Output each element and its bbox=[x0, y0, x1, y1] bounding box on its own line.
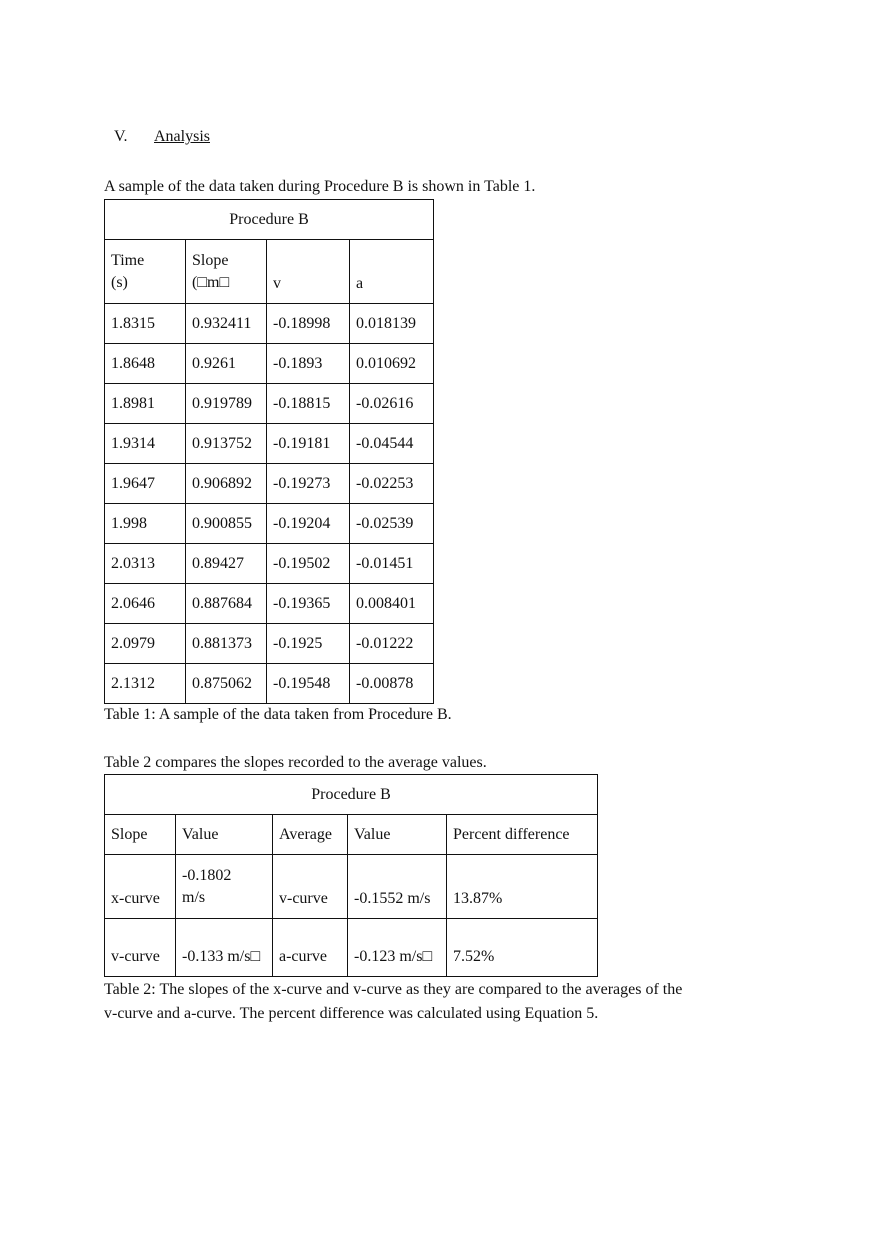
table-2-title: Procedure B bbox=[105, 775, 598, 815]
table-row bbox=[105, 304, 434, 344]
table-cell: -0.1925 bbox=[267, 624, 350, 664]
table-cell: 0.913752 bbox=[186, 424, 267, 464]
table-row bbox=[105, 384, 434, 424]
table-cell: 0.906892 bbox=[186, 464, 267, 504]
table-cell: -0.02253 bbox=[350, 464, 434, 504]
table-row bbox=[105, 664, 434, 704]
table-2-header-slope: Slope bbox=[105, 815, 176, 855]
table-1-title-row bbox=[105, 200, 434, 240]
table-cell: -0.01222 bbox=[350, 624, 434, 664]
table-cell: -0.02616 bbox=[350, 384, 434, 424]
table-cell: 0.887684 bbox=[186, 584, 267, 624]
table-2-cell-percent: 7.52% bbox=[447, 919, 598, 977]
table-cell: 0.881373 bbox=[186, 624, 267, 664]
table-cell: -0.19548 bbox=[267, 664, 350, 704]
table-cell: 1.8315 bbox=[105, 304, 186, 344]
table-2-caption bbox=[104, 978, 682, 1026]
table-1-header-a: a bbox=[350, 240, 434, 304]
section-title: Analysis bbox=[154, 128, 210, 145]
table-2-header-row bbox=[105, 815, 598, 855]
table-cell: -0.18998 bbox=[267, 304, 350, 344]
table-cell: -0.19204 bbox=[267, 504, 350, 544]
table-cell: 2.0646 bbox=[105, 584, 186, 624]
table-2-header-value: Value bbox=[176, 815, 273, 855]
table-2-cell-average: v-curve bbox=[273, 855, 348, 919]
table-cell: 0.008401 bbox=[350, 584, 434, 624]
table-2-cell-average: a-curve bbox=[273, 919, 348, 977]
table-1-header-time: Time (s) bbox=[105, 240, 186, 304]
table-cell: -0.19365 bbox=[267, 584, 350, 624]
section-heading bbox=[114, 128, 210, 146]
table-2-cell-value: -0.1802 m/s bbox=[176, 855, 273, 919]
table-row bbox=[105, 344, 434, 384]
table-cell: -0.1893 bbox=[267, 344, 350, 384]
table-row bbox=[105, 504, 434, 544]
table-cell: -0.02539 bbox=[350, 504, 434, 544]
table-1 bbox=[104, 199, 434, 704]
table-cell: 1.8981 bbox=[105, 384, 186, 424]
table-1-caption: Table 1: A sample of the data taken from Procedure B. bbox=[104, 706, 452, 723]
table-cell: 1.9314 bbox=[105, 424, 186, 464]
table-cell: -0.19181 bbox=[267, 424, 350, 464]
table-cell: -0.19502 bbox=[267, 544, 350, 584]
table-cell: 0.900855 bbox=[186, 504, 267, 544]
table-1-title: Procedure B bbox=[105, 200, 434, 240]
table-2-cell-slope: x-curve bbox=[105, 855, 176, 919]
table-cell: 0.89427 bbox=[186, 544, 267, 584]
table-cell: -0.04544 bbox=[350, 424, 434, 464]
table-cell: 0.932411 bbox=[186, 304, 267, 344]
table-2-cell-avg-value: -0.1552 m/s bbox=[348, 855, 447, 919]
table-row bbox=[105, 919, 598, 977]
table-2-header-average: Average bbox=[273, 815, 348, 855]
table-row bbox=[105, 855, 598, 919]
table-cell: -0.19273 bbox=[267, 464, 350, 504]
table-cell: -0.18815 bbox=[267, 384, 350, 424]
table-2 bbox=[104, 774, 598, 977]
intro-paragraph-2: Table 2 compares the slopes recorded to the average values. bbox=[104, 754, 487, 771]
table-cell: 0.875062 bbox=[186, 664, 267, 704]
table-cell: 0.9261 bbox=[186, 344, 267, 384]
table-cell: 0.919789 bbox=[186, 384, 267, 424]
intro-paragraph-1: A sample of the data taken during Procedure B is shown in Table 1. bbox=[104, 178, 536, 195]
table-2-caption-line-1: Table 2: The slopes of the x-curve and v-curve as they are compared to the averages of the bbox=[104, 981, 683, 998]
table-cell: 0.010692 bbox=[350, 344, 434, 384]
table-cell: 0.018139 bbox=[350, 304, 434, 344]
table-2-header-avg-value: Value bbox=[348, 815, 447, 855]
table-cell: 1.9647 bbox=[105, 464, 186, 504]
table-2-title-row bbox=[105, 775, 598, 815]
table-1-header-slope: Slope (□m□ bbox=[186, 240, 267, 304]
table-row bbox=[105, 464, 434, 504]
section-number: V. bbox=[114, 128, 128, 145]
table-cell: 1.8648 bbox=[105, 344, 186, 384]
table-row bbox=[105, 544, 434, 584]
table-1-header-row bbox=[105, 240, 434, 304]
table-2-cell-percent: 13.87% bbox=[447, 855, 598, 919]
table-cell: -0.00878 bbox=[350, 664, 434, 704]
table-2-header-percent: Percent difference bbox=[447, 815, 598, 855]
table-1-header-v: v bbox=[267, 240, 350, 304]
table-row bbox=[105, 584, 434, 624]
table-cell: 2.1312 bbox=[105, 664, 186, 704]
table-cell: 1.998 bbox=[105, 504, 186, 544]
table-2-cell-slope: v-curve bbox=[105, 919, 176, 977]
table-2-caption-line-2: v-curve and a-curve. The percent difference was calculated using Equation 5. bbox=[104, 1005, 599, 1022]
table-2-cell-value: -0.133 m/s□ bbox=[176, 919, 273, 977]
table-cell: 2.0979 bbox=[105, 624, 186, 664]
table-cell: 2.0313 bbox=[105, 544, 186, 584]
table-cell: -0.01451 bbox=[350, 544, 434, 584]
table-row bbox=[105, 624, 434, 664]
table-2-cell-avg-value: -0.123 m/s□ bbox=[348, 919, 447, 977]
table-row bbox=[105, 424, 434, 464]
